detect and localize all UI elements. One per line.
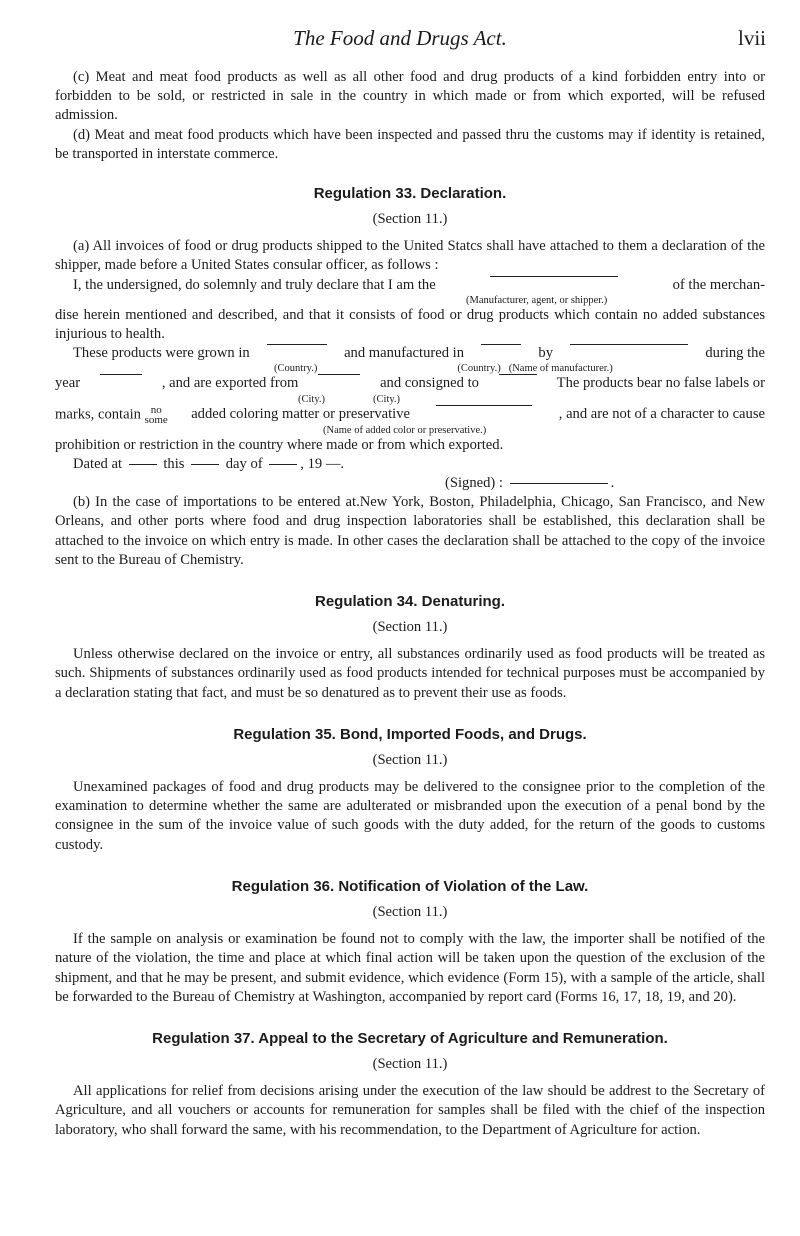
declaration-line-3: These products were grown in and manufactured in by during the: [73, 345, 765, 362]
paragraph-d: (d) Meat and meat food products which have been inspected and passed thru the customs may if identity is retained, be transported in interstate commerce.: [55, 126, 765, 162]
page-number: lvii: [737, 26, 766, 50]
regulation-33-paragraph-b: (b) In the case of importations to be entered at.New York, Boston, Philadelphia, Chicago, San Francisco, and New Orleans, and other ports where food and drug inspection laboratories shall be established, this declaration shall be attached to the invoice on which entry is made. In other cases the declaration shall be attached to the copy of the invoice sent to the Bureau of Chemistry.: [55, 494, 765, 568]
regulation-33-heading: Regulation 33. Declaration.: [313, 185, 507, 203]
regulation-35-heading: Regulation 35. Bond, Imported Foods, and Drugs.: [233, 725, 587, 743]
signed-line: (Signed) : .: [445, 475, 615, 492]
blank-field: [100, 374, 142, 375]
regulation-36-section: (Section 11.): [372, 903, 448, 920]
header-title: The Food and Drugs Act.: [293, 26, 507, 50]
declaration-line-6: prohibition or restriction in the country where made or from which exported.: [55, 436, 504, 453]
regulation-36-text: If the sample on analysis or examination be found not to comply with the law, the importer shall be notified of the nature of the violation, the time and place at which final action will be taken upon the question of the exclusion of the shipment, and that he may be present, and submit evidence, which evidence (Form 15), with a sample of the article, shall be forwarded to the Bureau of Chemistry at Washington, accompanied by report card (Forms 16, 17, 18, 19, and 20).: [55, 931, 765, 1005]
dated-line: Dated at this day of , 19 —.: [73, 455, 345, 472]
regulation-34-text: Unless otherwise declared on the invoice or entry, all substances ordinarily used as food products will be treated as such. Shipments of substances ordinarily used as food products intended for technical purposes must be accompanied by a declaration stating that fact, and must be so denatured as to prevent their use as foods.: [55, 646, 765, 701]
blank-field: [191, 464, 219, 465]
blank-field: [269, 464, 297, 465]
regulation-34-heading: Regulation 34. Denaturing.: [314, 593, 506, 611]
no-some-choice: no some: [144, 403, 168, 426]
blank-field: [129, 464, 157, 465]
paragraph-c: (c) Meat and meat food products as well as all other food and drug products of a kind forbidden entry into or forbidden to be sold, or restricted in sale in the country in which made or from which exported, will be refused admission.: [55, 69, 765, 124]
regulation-37-text: All applications for relief from decisions arising under the execution of the law should be addrest to the Secretary of Agriculture, and all vouchers or accounts for remuneration for samples shall be filed with the chief of the inspection laboratory, who shall forward the same, with his recommendation, to the Department of Agriculture for action.: [55, 1083, 765, 1138]
regulation-36-heading: Regulation 36. Notification of Violation of the Law.: [231, 877, 589, 895]
blank-field: [570, 344, 688, 345]
regulation-33-paragraph-a: (a) All invoices of food or drug products shipped to the United Statcs shall have attached to them a declaration of the shipper, made before a United States consular officer, as follows :: [55, 238, 765, 274]
regulation-35-section: (Section 11.): [372, 751, 448, 768]
declaration-line-4: year , and are exported from and consigned to The products bear no false labels or: [55, 375, 765, 392]
blank-field: [499, 374, 537, 375]
label-country: (Country.): [457, 363, 501, 375]
declaration-line-2: dise herein mentioned and described, and that it consists of food or drug products which contain no added substances injurious to health.: [55, 306, 765, 343]
blank-field: [436, 405, 532, 406]
label-country: (Country.): [274, 363, 318, 375]
label-name-of-manufacturer: (Name of manufacturer.): [508, 363, 613, 375]
label-manufacturer: (Manufacturer, agent, or shipper.): [466, 294, 608, 306]
declaration-line-5: marks, contain no some added coloring matter or preservative , and are not of a character to cause: [55, 403, 765, 426]
regulation-37-heading: Regulation 37. Appeal to the Secretary of Agriculture and Remuneration.: [152, 1029, 668, 1047]
regulation-34-section: (Section 11.): [372, 619, 448, 636]
blank-field: [318, 374, 360, 375]
label-city: (City.): [298, 393, 326, 405]
declaration-form: [55, 276, 765, 494]
blank-field: [481, 344, 521, 345]
regulation-35-text: Unexamined packages of food and drug products may be delivered to the consignee prior to the completion of the examination to determine whether the same are adulterated or misbranded upon the execution of a penal bond by the consignee in the sum of the invoice value of such goods with the duty added, for the return of the goods to customs custody.: [55, 779, 765, 853]
blank-field: [267, 344, 327, 345]
running-header: [0, 26, 800, 51]
blank-field: [510, 483, 608, 484]
declaration-line-1: I, the undersigned, do solemnly and truly declare that I am the of the merchan-: [73, 276, 765, 293]
label-added-color: (Name of added color or preservative.): [323, 424, 487, 436]
page-body: [55, 68, 765, 1140]
blank-field: [490, 276, 618, 277]
regulation-33-section: (Section 11.): [372, 211, 448, 228]
label-city: (City.): [373, 393, 401, 405]
regulation-37-section: (Section 11.): [372, 1055, 448, 1072]
